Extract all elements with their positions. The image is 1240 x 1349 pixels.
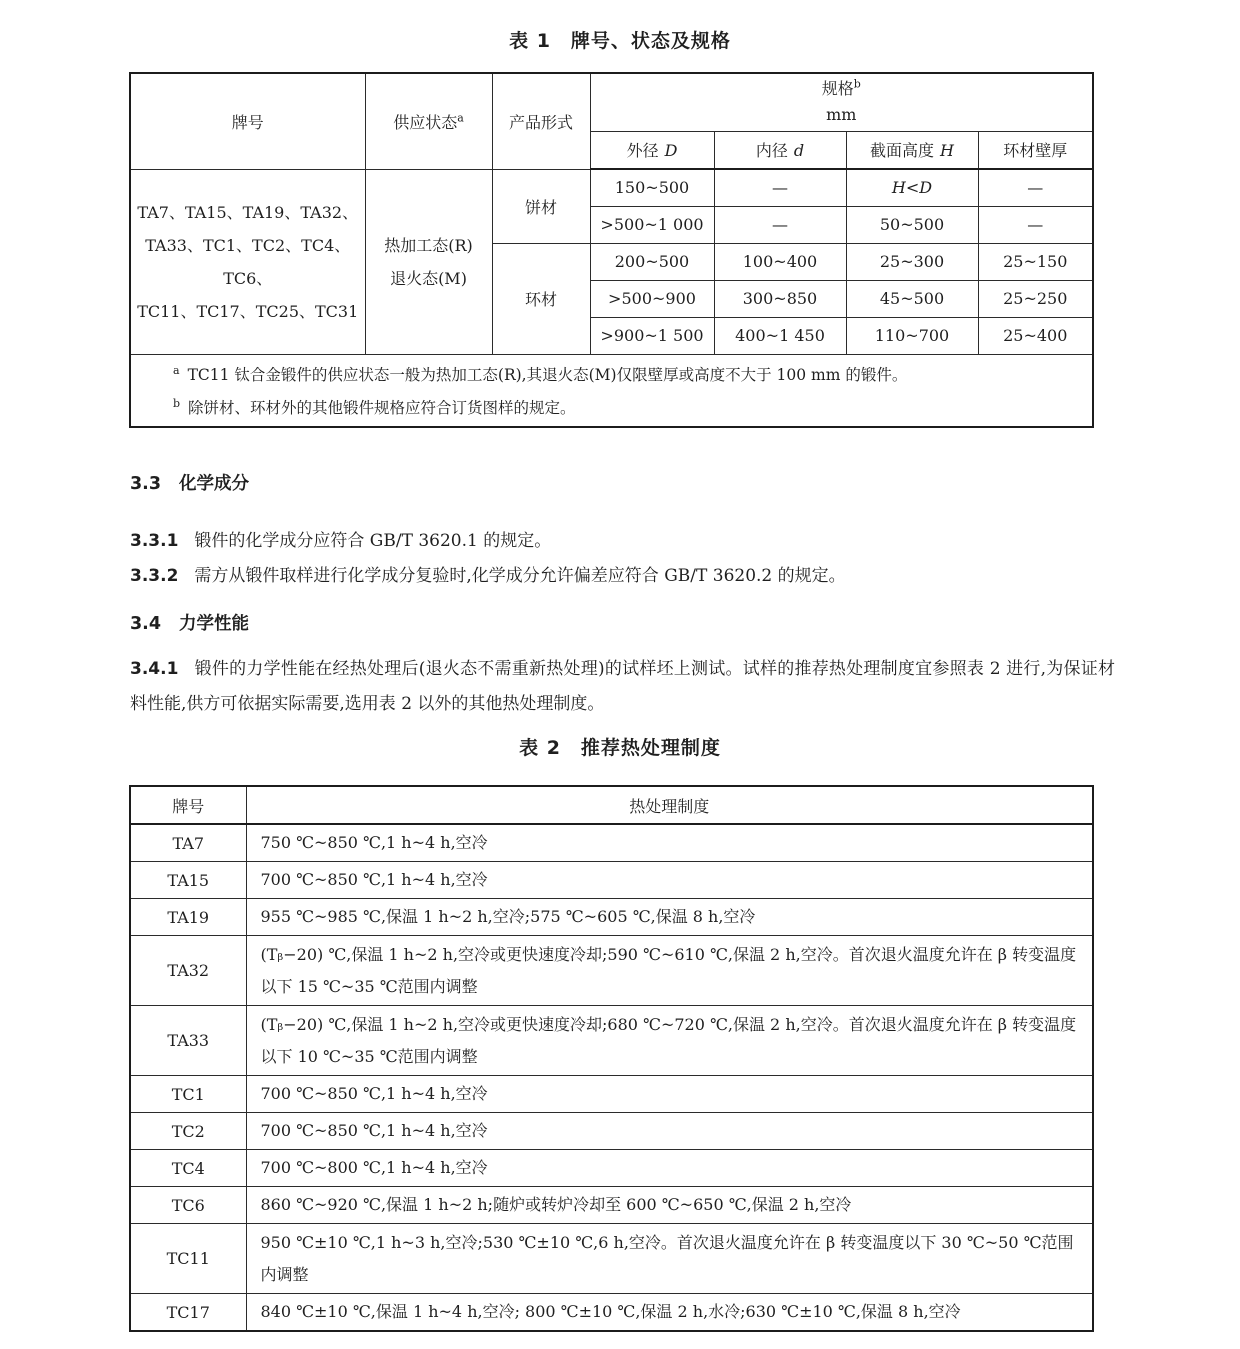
treatment-cell: 750 ℃~850 ℃,1 h~4 h,空冷	[246, 824, 1093, 862]
grade-cell: TA15	[130, 862, 246, 899]
clause-number: 3.4.1	[130, 659, 179, 679]
table1-caption-text: 表 1 牌号、状态及规格	[509, 30, 731, 52]
treatment-cell: 700 ℃~850 ℃,1 h~4 h,空冷	[246, 1113, 1093, 1150]
grade-cell: TC17	[130, 1294, 246, 1332]
clause-text: 锻件的化学成分应符合 GB/T 3620.1 的规定。	[194, 531, 552, 551]
grade-cell: TA32	[130, 936, 246, 1006]
table-row	[130, 1187, 1093, 1224]
col-variable: H	[940, 141, 954, 161]
treatment-cell: 840 ℃±10 ℃,保温 1 h~4 h,空冷; 800 ℃±10 ℃,保温 2 h,水冷;630 ℃±10 ℃,保温 8 h,空冷	[246, 1294, 1093, 1332]
spec-cell: >500~900	[590, 280, 714, 317]
supply-state-line: 退火态(M)	[390, 268, 467, 288]
col-label: 内径	[755, 141, 788, 161]
table1-footnotes	[130, 354, 1093, 427]
spec-cell: 50~500	[846, 206, 978, 243]
spec-cell: H<D	[846, 169, 978, 206]
form-disc-cell: 饼材	[492, 169, 590, 243]
spec-cell: 25~150	[978, 243, 1093, 280]
grade-cell: TC6	[130, 1187, 246, 1224]
supply-state-line: 热加工态(R)	[384, 235, 473, 255]
footnote-a-mark: a	[173, 364, 180, 378]
table-row	[130, 899, 1093, 936]
grade-cell: TA19	[130, 899, 246, 936]
spec-cell: 110~700	[846, 317, 978, 354]
clause-number: 3.3.2	[130, 566, 179, 586]
spec-cell: 300~850	[714, 280, 846, 317]
footnote-ref-a: a	[457, 111, 464, 125]
clause-text: 锻件的力学性能在经热处理后(退火态不需重新热处理)的试样坯上测试。试样的推荐热处理制度宜参照表 2 进行,为保证材料性能,供方可依据实际需要,选用表 2 以外的其他热处理制度。	[130, 659, 1115, 714]
table-row	[130, 824, 1093, 862]
header-outer-diameter	[590, 131, 714, 169]
section-title: 化学成分	[179, 474, 250, 494]
header-supply-state-label: 供应状态	[393, 112, 458, 132]
grade-cell: TA7	[130, 824, 246, 862]
treatment-cell: 700 ℃~800 ℃,1 h~4 h,空冷	[246, 1150, 1093, 1187]
treatment-cell: 950 ℃±10 ℃,1 h~3 h,空冷;530 ℃±10 ℃,6 h,空冷。首次退火温度允许在 β 转变温度以下 30 ℃~50 ℃范围内调整	[246, 1224, 1093, 1294]
treatment-cell: 860 ℃~920 ℃,保温 1 h~2 h;随炉或转炉冷却至 600 ℃~650 ℃,保温 2 h,空冷	[246, 1187, 1093, 1224]
section-title: 力学性能	[179, 614, 250, 634]
spec-cell: 100~400	[714, 243, 846, 280]
table-row	[130, 1224, 1093, 1294]
header-supply-state	[365, 73, 492, 169]
footnote-a-text: TC11 钛合金锻件的供应状态一般为热加工态(R),其退火态(M)仅限壁厚或高度不大于 100 mm 的锻件。	[187, 366, 908, 385]
spec-cell: 25~300	[846, 243, 978, 280]
treatment-cell: 700 ℃~850 ℃,1 h~4 h,空冷	[246, 1076, 1093, 1113]
section-number: 3.3	[130, 474, 162, 494]
grade-cell: TA33	[130, 1006, 246, 1076]
grades-cell	[130, 169, 365, 354]
header-product-form-label: 产品形式	[508, 112, 573, 132]
footnote-b-text: 除饼材、环材外的其他锻件规格应符合订货图样的规定。	[188, 399, 576, 418]
clause-3-4-1	[130, 652, 1115, 722]
header-inner-diameter	[714, 131, 846, 169]
header-spec-label: 规格	[821, 79, 854, 99]
grades-line: TC11、TC17、TC25、TC31	[137, 301, 359, 321]
col-variable: d	[793, 141, 805, 161]
spec-cell: >500~1 000	[590, 206, 714, 243]
spec-cell: >900~1 500	[590, 317, 714, 354]
table-row	[130, 1294, 1093, 1332]
spec-cell: 25~400	[978, 317, 1093, 354]
header-treatment: 热处理制度	[246, 786, 1093, 824]
spec-cell: 400~1 450	[714, 317, 846, 354]
grade-cell: TC11	[130, 1224, 246, 1294]
footnote-a	[173, 359, 1072, 392]
table-row	[130, 1006, 1093, 1076]
table2-heat-treatment	[129, 785, 1094, 1332]
treatment-cell: 700 ℃~850 ℃,1 h~4 h,空冷	[246, 862, 1093, 899]
form-ring-cell: 环材	[492, 243, 590, 354]
supply-state-cell	[365, 169, 492, 354]
spec-cell: 150~500	[590, 169, 714, 206]
section-number: 3.4	[130, 614, 162, 634]
section-3-4-heading	[130, 610, 249, 635]
spec-cell: —	[714, 169, 846, 206]
footnote-b	[173, 392, 1072, 425]
table-row	[130, 1150, 1093, 1187]
footnote-ref-b: b	[853, 77, 861, 91]
header-grade	[130, 73, 365, 169]
header-product-form	[492, 73, 590, 169]
header-spec-title	[591, 76, 1093, 102]
table1-caption	[0, 26, 1240, 53]
table1-grades-spec	[129, 72, 1094, 428]
col-variable: D	[664, 141, 678, 161]
spec-cell: —	[714, 206, 846, 243]
table-row	[130, 862, 1093, 899]
spec-cell: 45~500	[846, 280, 978, 317]
col-label: 外径	[626, 141, 659, 161]
clause-number: 3.3.1	[130, 531, 179, 551]
spec-cell: 200~500	[590, 243, 714, 280]
grades-line: TA7、TA15、TA19、TA32、	[137, 202, 359, 222]
treatment-cell: (Tᵦ−20) ℃,保温 1 h~2 h,空冷或更快速度冷却;680 ℃~720 ℃,保温 2 h,空冷。首次退火温度允许在 β 转变温度以下 10 ℃~35 ℃范围内调整	[246, 1006, 1093, 1076]
table-row	[130, 1113, 1093, 1150]
header-grade-label: 牌号	[231, 112, 264, 132]
table-row	[130, 1076, 1093, 1113]
header-spec-unit: mm	[826, 105, 857, 125]
table2-caption	[0, 733, 1240, 760]
header-section-height	[846, 131, 978, 169]
treatment-cell: 955 ℃~985 ℃,保温 1 h~2 h,空冷;575 ℃~605 ℃,保温 8 h,空冷	[246, 899, 1093, 936]
section-3-3-heading	[130, 470, 249, 495]
col-label: 环材壁厚	[1003, 141, 1068, 161]
spec-cell: 25~250	[978, 280, 1093, 317]
grade-cell: TC2	[130, 1113, 246, 1150]
clause-text: 需方从锻件取样进行化学成分复验时,化学成分允许偏差应符合 GB/T 3620.2 的规定。	[194, 566, 846, 586]
grades-line: TA33、TC1、TC2、TC4、TC6、	[145, 235, 351, 288]
table2-caption-text: 表 2 推荐热处理制度	[519, 737, 721, 759]
clause-3-3-1	[130, 524, 1115, 559]
header-spec	[590, 73, 1093, 131]
header-grade: 牌号	[130, 786, 246, 824]
table-row	[130, 936, 1093, 1006]
spec-cell: —	[978, 206, 1093, 243]
header-ring-wall-thickness	[978, 131, 1093, 169]
footnote-b-mark: b	[173, 397, 181, 411]
treatment-cell: (Tᵦ−20) ℃,保温 1 h~2 h,空冷或更快速度冷却;590 ℃~610 ℃,保温 2 h,空冷。首次退火温度允许在 β 转变温度以下 15 ℃~35 ℃范围内调整	[246, 936, 1093, 1006]
spec-cell: —	[978, 169, 1093, 206]
grade-cell: TC1	[130, 1076, 246, 1113]
clause-3-3-2	[130, 559, 1115, 594]
col-label: 截面高度	[870, 141, 935, 161]
grade-cell: TC4	[130, 1150, 246, 1187]
